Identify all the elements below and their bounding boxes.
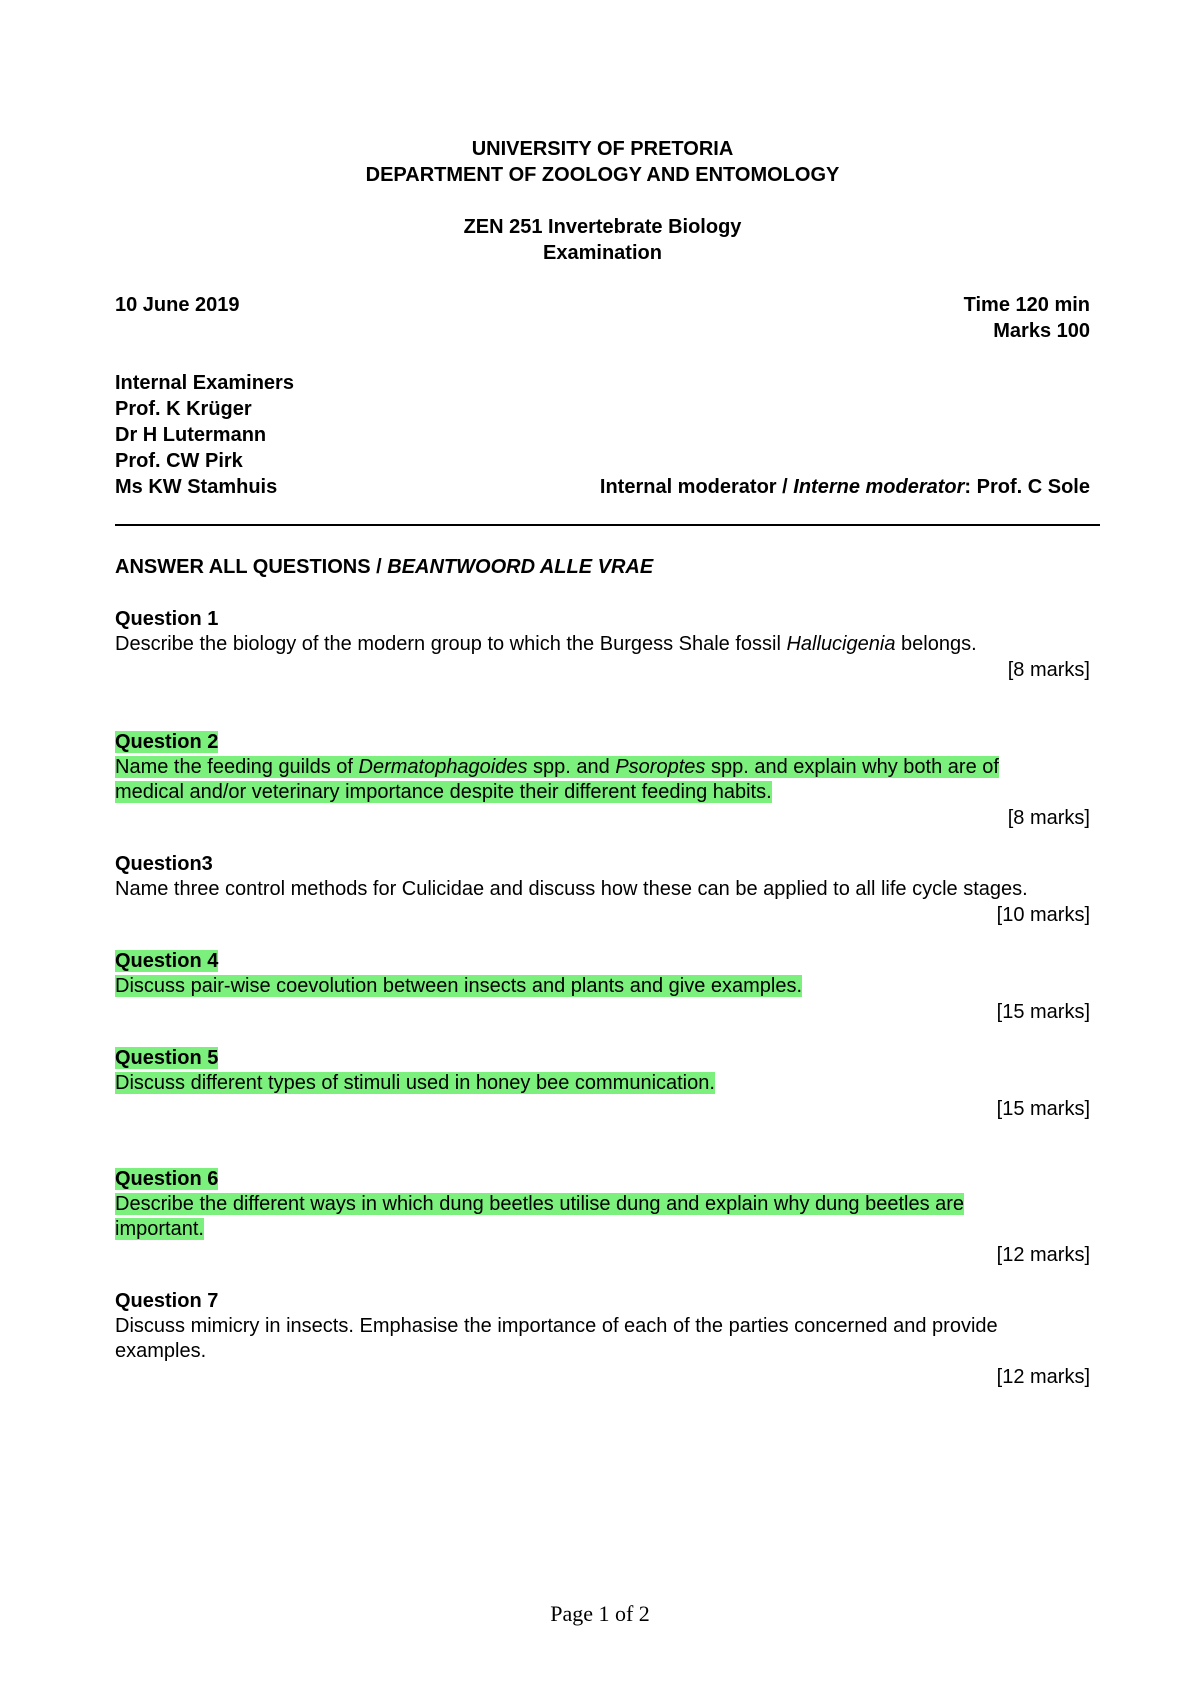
question-text: Discuss pair-wise coevolution between insects and plants and give examples.: [115, 975, 803, 997]
question-7: [115, 1288, 1095, 1390]
examiner-name: Prof. K Krüger: [115, 398, 252, 420]
examiner-name: Dr H Lutermann: [115, 424, 267, 446]
course-title: ZEN 251 Invertebrate Biology: [463, 216, 742, 238]
question-title: Question 4: [115, 950, 219, 972]
instructions-afrikaans: BEANTWOORD ALLE VRAE: [387, 556, 654, 578]
question-text: Discuss mimicry in insects. Emphasise the importance of each of the parties concerned and provide examples.: [115, 1315, 998, 1362]
page-number: Page 1 of 2: [550, 1601, 650, 1626]
exam-date: 10 June 2019: [115, 294, 240, 316]
marks-row: [115, 318, 1090, 344]
examiners-heading: Internal Examiners: [115, 372, 294, 394]
question-2: [115, 729, 1095, 831]
exam-time: Time 120 min: [963, 294, 1090, 316]
document-body: [115, 136, 1095, 1410]
question-text: Name the feeding guilds of Dermatophagoides spp. and Psoroptes spp. and explain why both are of medical and/or veterinary importance despite their different feeding habits.: [115, 756, 999, 803]
question-text: Name three control methods for Culicidae and discuss how these can be applied to all life cycle stages.: [115, 878, 1028, 900]
examiner-moderator-row: [115, 474, 1090, 500]
question-1: [115, 606, 1095, 683]
horizontal-divider: [115, 524, 1100, 526]
question-marks: [8 marks]: [1007, 659, 1090, 681]
question-4: [115, 948, 1095, 1025]
examiner-name: Prof. CW Pirk: [115, 450, 243, 472]
university-name: UNIVERSITY OF PRETORIA: [471, 138, 734, 160]
question-marks: [15 marks]: [996, 1001, 1090, 1023]
question-marks: [10 marks]: [996, 904, 1090, 926]
question-6: [115, 1166, 1095, 1268]
moderator-label: Internal moderator /: [599, 476, 794, 498]
question-5: [115, 1045, 1095, 1122]
question-title: Question 5: [115, 1047, 219, 1069]
question-title: Question 1: [115, 608, 219, 630]
exam-title: Examination: [543, 242, 662, 264]
moderator-label-afrikaans: Interne moderator: [793, 476, 965, 498]
date-time-row: [115, 292, 1090, 318]
examiner-name: Ms KW Stamhuis: [115, 476, 278, 498]
question-3: [115, 851, 1095, 928]
question-text: Describe the different ways in which dung beetles utilise dung and explain why dung beetles are important.: [115, 1193, 965, 1240]
moderator: [600, 474, 1090, 500]
question-title: Question 2: [115, 731, 219, 753]
question-text: Describe the biology of the modern group to which the Burgess Shale fossil Hallucigenia belongs.: [115, 633, 977, 655]
question-marks: [12 marks]: [996, 1366, 1090, 1388]
question-marks: [8 marks]: [1007, 807, 1090, 829]
instructions-english: ANSWER ALL QUESTIONS /: [115, 556, 388, 578]
department-name: DEPARTMENT OF ZOOLOGY AND ENTOMOLOGY: [365, 164, 840, 186]
question-title: Question 7: [115, 1290, 219, 1312]
moderator-name: : Prof. C Sole: [964, 476, 1090, 498]
question-title: Question3: [115, 853, 213, 875]
exam-total-marks: Marks 100: [993, 320, 1090, 342]
instructions: [115, 554, 1095, 580]
question-text: Discuss different types of stimuli used in honey bee communication.: [115, 1072, 715, 1094]
question-title: Question 6: [115, 1168, 219, 1190]
question-marks: [15 marks]: [996, 1098, 1090, 1120]
question-marks: [12 marks]: [996, 1244, 1090, 1266]
